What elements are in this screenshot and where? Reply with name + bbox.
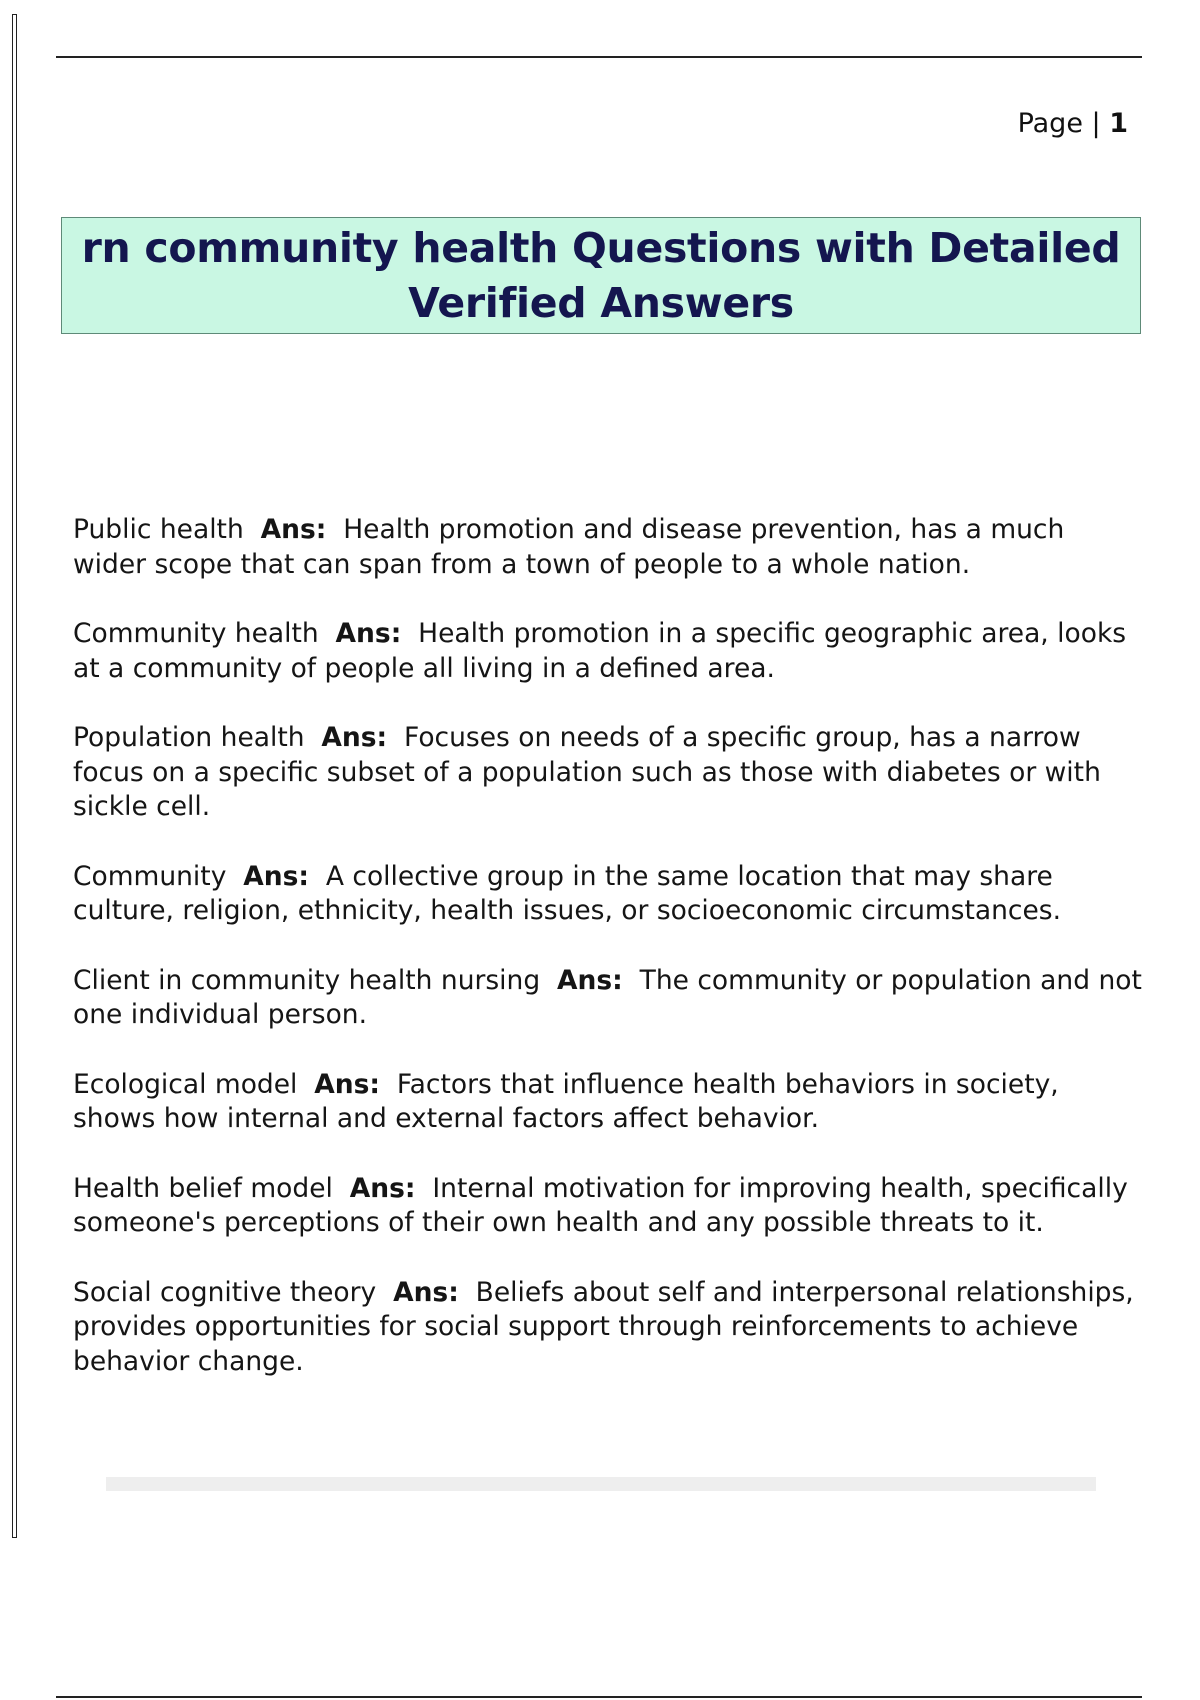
qa-term: Population health	[73, 722, 305, 753]
qa-term: Social cognitive theory	[73, 1276, 377, 1308]
qa-term: Ecological model	[73, 1068, 298, 1100]
qa-term: Health belief model	[73, 1172, 333, 1204]
ans-label: Ans:	[557, 964, 623, 996]
qa-term: Community	[73, 860, 227, 892]
qa-answer: Beliefs about self and interpersonal relationships, provides opportunities for social support through reinforcements to achieve behavior change.	[73, 1276, 1134, 1377]
qa-list	[73, 513, 1143, 1414]
document-title-line-1: rn community health Questions with Detailed	[81, 223, 1121, 272]
qa-item	[73, 1172, 1143, 1241]
qa-answer: Health promotion in a specific geographic area, looks at a community of people all living in a defined area.	[73, 618, 1127, 684]
qa-answer: A collective group in the same location that may share culture, religion, ethnicity, health issues, or socioeconomic circumstances.	[73, 860, 1062, 926]
qa-item	[73, 513, 1143, 582]
qa-item	[73, 964, 1143, 1033]
document-title-box	[61, 217, 1141, 334]
qa-item	[73, 860, 1143, 929]
page-number-label: Page |	[1017, 108, 1110, 139]
qa-answer: Internal motivation for improving health, specifically someone's perceptions of their own health and any possible threats to it.	[73, 1172, 1128, 1238]
document-title	[82, 221, 1121, 331]
ans-label: Ans:	[335, 618, 402, 649]
qa-item	[73, 1276, 1143, 1380]
ans-label: Ans:	[321, 722, 388, 753]
qa-term: Community health	[73, 618, 319, 649]
page-number-value: 1	[1109, 108, 1128, 139]
ans-label: Ans:	[393, 1276, 459, 1308]
header-rule	[56, 56, 1142, 58]
qa-item	[73, 721, 1143, 825]
page-number	[1018, 108, 1128, 139]
qa-item	[73, 617, 1143, 686]
qa-answer: Factors that influence health behaviors in society, shows how internal and external factors affect behavior.	[73, 1068, 1059, 1134]
qa-answer: The community or population and not one individual person.	[73, 964, 1142, 1030]
footer-shade-bar	[106, 1477, 1096, 1491]
ans-label: Ans:	[314, 1068, 381, 1100]
qa-term: Client in community health nursing	[73, 964, 541, 996]
footer-rule	[56, 1696, 1142, 1698]
left-border-rule	[12, 14, 17, 1538]
document-title-line-2: Verified Answers	[408, 278, 794, 327]
qa-term: Public health	[73, 514, 244, 545]
ans-label: Ans:	[349, 1172, 416, 1204]
qa-answer: Health promotion and disease prevention, has a much wider scope that can span from a town of people to a whole nation.	[73, 514, 1065, 580]
qa-answer: Focuses on needs of a specific group, has a narrow focus on a specific subset of a population such as those with diabetes or with sickle cell.	[73, 722, 1101, 822]
ans-label: Ans:	[260, 514, 327, 545]
qa-item	[73, 1068, 1143, 1137]
ans-label: Ans:	[243, 860, 309, 892]
